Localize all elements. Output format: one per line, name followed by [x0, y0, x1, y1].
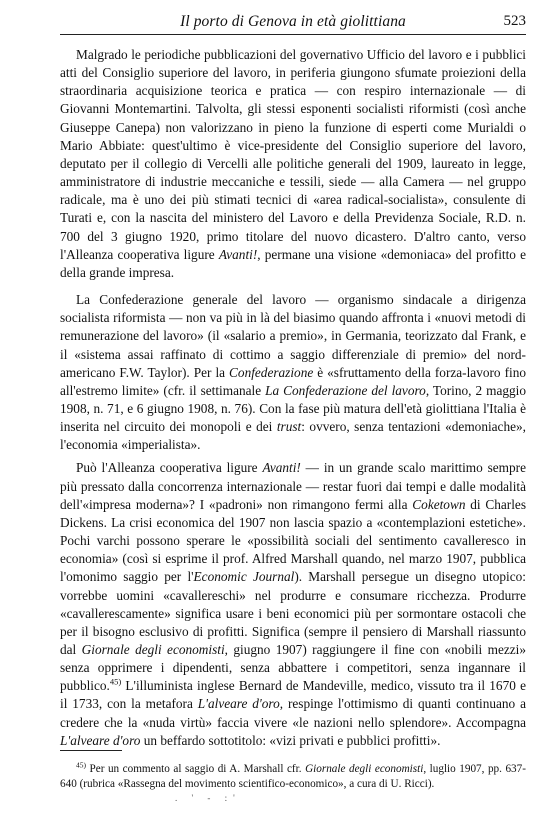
- paragraph-1: Malgrado le periodiche pubblicazioni del governativo Ufficio del lavoro e i pubblici atti del Consiglio superiore del lavoro, in periferia giungono sfumate proiezioni della straordinaria acquisizione teorica e pratica — con respiro internazionale — di Giovanni Montemartini. Talvolta, gli stessi esponenti socialisti riformisti (così anche Giuseppe Canepa) non valorizzano in pieno la funzione di esperti come Murialdi o Mario Abbiate: quest'ultimo è vice-presidente del Consiglio superiore del lavoro, deputato per il collegio di Vercelli alle politiche generali del 1909, laureato in legge, amministratore di industrie meccaniche e tessili, siede — alla Camera — nel gruppo radicale, ma è uno dei più stimati tecnici di «area radical-socialista», consulente di Turati e, con la nascita del ministero del Lavoro e della Previdenza Sociale, R.D. n. 700 del 3 giugno 1920, primo titolare del nuovo dicastero. D'altro canto, verso l'Alleanza cooperativa ligure Avanti!, permane una visione «demoniaca» del profitto e della grande impresa.: [60, 47, 526, 280]
- scan-artifact-marks: . ' - :': [175, 793, 241, 803]
- paragraph-3: Può l'Alleanza cooperativa ligure Avanti! — in un grande scalo marittimo sempre più pressato dalla concorrenza internazionale — restar fuori dai tempi e dalle modalità dell'«impresa moderna»? I «padroni» non rimangono fermi alla Coketown di Charles Dickens. La crisi economica del 1907 non lascia spazio a «contemplazioni estetiche». Pochi varchi possono sperare le «possibilità sociali del sentimento cavalleresco in economia» (così si esprime il prof. Alfred Marshall quando, nel marzo 1907, pubblica l'omonimo saggio per l'Economic Journal). Marshall persegue un disegno utopico: vorrebbe uomini «cavallereschi» nel produrre e consumare ricchezza. Produrre «cavallerescamente» significa usare i beni economici più per sormontare ostacoli che per il bisogno esclusivo di profitti. Significa (sempre il pensiero di Marshall riassunto dal Giornale degli economisti, giugno 1907) raggiungere il fine con «nobili mezzi» senza opprimere i dipendenti, senza abbattere i competitori, senza ingannare il pubblico.$^{45)}$ L'illuminista inglese Bernard de Mandeville, medico, vissuto tra il 1670 e il 1733, con la metafora L'alveare d'oro, respinge l'ottimismo di quanti continuano a credere che la «nuda virtù» faccia vivere «le nazioni nello splendore». Accompagna L'alveare d'oro un beffardo sottotitolo: «vizi privati e pubblici profitti».: [60, 460, 527, 748]
- footnote-number: 45): [76, 760, 86, 770]
- page-number: 523: [503, 13, 526, 29]
- paragraph-2: La Confederazione generale del lavoro — organismo sindacale a dirigenza socialista riformista — non va più in là del biasimo quando affronta i «nuovi metodi di remunerazione del lavoro» (il «salario a premio», in Germania, teorizzato dal Frank, e il «sistema assai raffinato di cottimo a saggio differenziale di premio» del nord-americano F.W. Taylor). Per la Confederazione è «sfruttamento della forza-lavoro fino all'estremo limite» (cfr. il settimanale La Confederazione del lavoro, Torino, 2 maggio 1908, n. 71, e 6 giugno 1908, n. 76). Con la fase più matura dell'età giolittiana l'Italia è inserita nel circuito dei monopoli e dei trust: ovvero, senza tentazioni «demoniache», l'economia «imperialista».: [60, 292, 526, 453]
- main-text: [60, 46, 526, 755]
- running-title: Il porto di Genova in età giolittiana: [180, 13, 406, 30]
- footnote-separator: [60, 750, 122, 751]
- footnote-45: $^{45)}$ Per un commento al saggio di A. Marshall cfr. Giornale degli economisti, luglio 1907, pp. 637-640 (rubrica «Rassegna del movimento scientifico-economico», a cura di U. Ricci).: [60, 760, 526, 790]
- footnote-reference[interactable]: 45): [109, 676, 122, 687]
- running-header: [60, 12, 526, 35]
